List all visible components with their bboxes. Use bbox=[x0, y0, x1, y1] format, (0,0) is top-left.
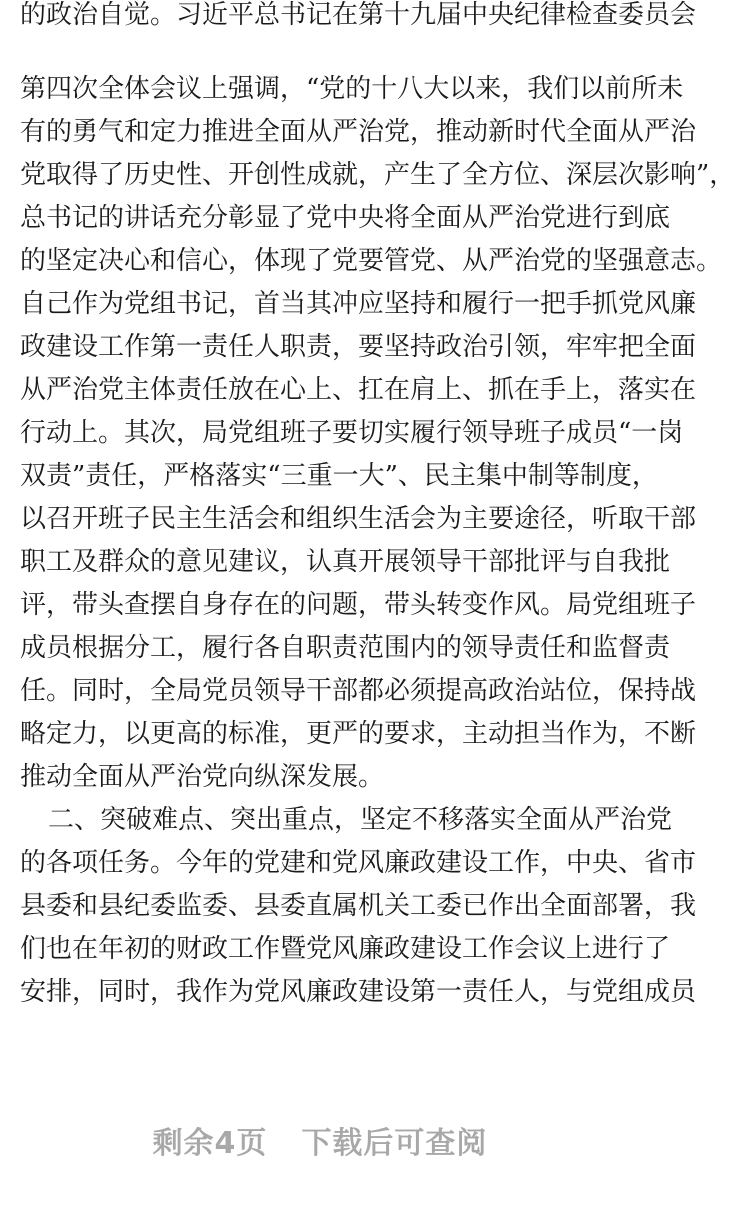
text-line: 总书记的讲话充分彰显了党中央将全面从严治党进行到底 bbox=[20, 203, 671, 233]
text-line: 推动全面从严治党向纵深发展。 bbox=[20, 762, 385, 792]
text-line: 以召开班子民主生活会和组织生活会为主要途径，听取干部 bbox=[20, 504, 697, 534]
download-prompt[interactable] bbox=[0, 1118, 640, 1162]
text-line: 的政治自觉。习近平总书记在第十九届中央纪律检查委员会 bbox=[20, 0, 697, 30]
text-line: 成员根据分工，履行各自职责范围内的领导责任和监督责 bbox=[20, 633, 671, 663]
text-line: 略定力，以更高的标准，更严的要求，主动担当作为，不断 bbox=[20, 719, 697, 749]
text-line: 们也在年初的财政工作暨党风廉政建设工作会议上进行了 bbox=[20, 934, 671, 964]
text-line: 双责”责任，严格落实“三重一大”、民主集中制等制度， bbox=[20, 461, 658, 491]
text-line: 任。同时，全局党员领导干部都必须提高政治站位，保持战 bbox=[20, 676, 697, 706]
text-line: 有的勇气和定力推进全面从严治党，推动新时代全面从严治 bbox=[20, 117, 697, 147]
text-line: 评，带头查摆自身存在的问题，带头转变作风。局党组班子 bbox=[20, 590, 697, 620]
text-line: 职工及群众的意见建议，认真开展领导干部批评与自我批 bbox=[20, 547, 671, 577]
text-line: 的各项任务。今年的党建和党风廉政建设工作，中央、省市 bbox=[20, 848, 697, 878]
download-hint-label: 下载后可查阅 bbox=[301, 1126, 488, 1161]
text-line: 政建设工作第一责任人职责，要坚持政治引领，牢牢把全面 bbox=[20, 332, 697, 362]
text-line: 的坚定决心和信心，体现了党要管党、从严治党的坚强意志。 bbox=[20, 246, 723, 276]
text-line: 二、突破难点、突出重点，坚定不移落实全面从严治党 bbox=[48, 805, 673, 835]
text-line: 县委和县纪委监委、县委直属机关工委已作出全面部署，我 bbox=[20, 891, 697, 921]
text-line: 自己作为党组书记，首当其冲应坚持和履行一把手抓党风廉 bbox=[20, 289, 697, 319]
text-line: 从严治党主体责任放在心上、扛在肩上、抓在手上，落实在 bbox=[20, 375, 697, 405]
text-line: 行动上。其次，局党组班子要切实履行领导班子成员“一岗 bbox=[20, 418, 684, 448]
remaining-pages-label: 剩余4页 bbox=[152, 1126, 268, 1161]
text-line: 党取得了历史性、开创性成就，产生了全方位、深层次影响”， bbox=[20, 160, 735, 190]
text-line: 安排，同时，我作为党风廉政建设第一责任人，与党组成员 bbox=[20, 977, 697, 1007]
text-line: 第四次全体会议上强调，“党的十八大以来，我们以前所未 bbox=[20, 74, 684, 104]
